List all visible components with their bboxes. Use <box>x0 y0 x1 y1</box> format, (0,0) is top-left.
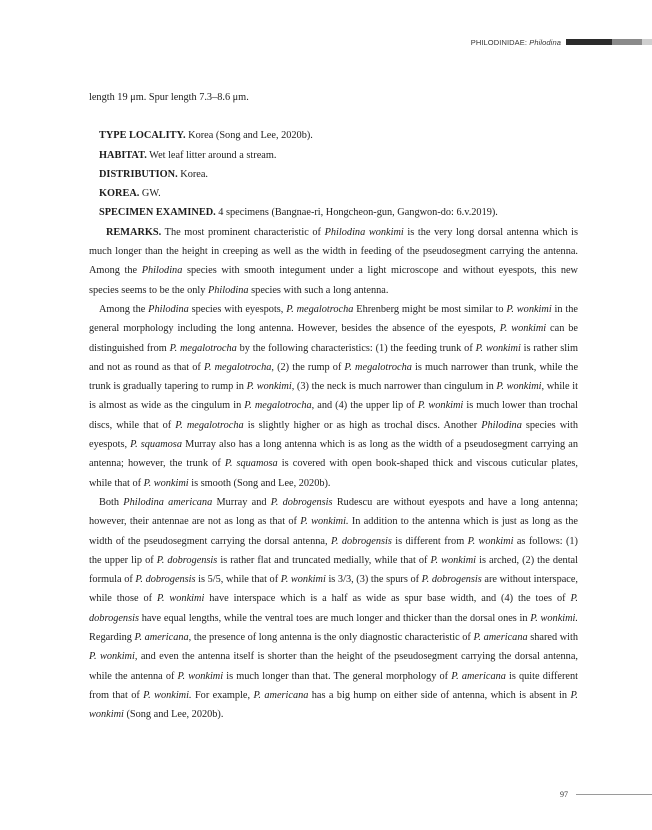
taxon-name: P. wonkimi <box>430 554 477 566</box>
taxon-name: P. megalotrocha <box>203 361 272 373</box>
field-value: GW. <box>141 188 161 200</box>
remarks-p2-text <box>89 304 578 489</box>
remarks-p3-text <box>89 497 578 720</box>
taxon-name: P. wonkimi <box>156 593 205 605</box>
header-bar-mid <box>612 39 642 45</box>
taxon-name: P. dobrogensis <box>421 574 482 586</box>
field-label: DISTRIBUTION. <box>99 168 178 180</box>
field-korea <box>89 184 578 203</box>
text-run: , (2) the rump of <box>271 361 345 373</box>
text-run: have interspace which is a half as wide as spur base width, and (4) the toes of <box>204 593 571 605</box>
text-run: is much narrower than trunk, while the trunk is gradually tapering to rump in <box>89 361 579 393</box>
taxon-name: Philodina americana <box>123 496 213 508</box>
text-run: by the following characteristics: (1) the feeding trunk of <box>236 342 476 354</box>
text-run: is much longer than that. The general morphology of <box>223 670 452 682</box>
text-run: species with eyespots, <box>89 419 578 451</box>
taxon-name: Philodina <box>207 284 249 296</box>
taxon-name: P. dobrogensis <box>135 574 196 586</box>
field-value: Korea. <box>180 168 208 180</box>
text-run: is rather flat and truncated medially, while that of <box>217 554 431 566</box>
remarks-paragraph-3 <box>89 493 578 725</box>
text-run: Regarding <box>89 632 135 644</box>
taxon-name: P. wonkimi <box>280 574 326 586</box>
header-bar-dark <box>566 39 612 45</box>
text-run: species with eyespots, <box>188 303 287 315</box>
taxon-name: P. wonkimi <box>467 535 514 547</box>
page-body <box>89 88 578 725</box>
text-run: is 5/5, while that of <box>195 574 281 586</box>
field-value: Korea (Song and Lee, 2020b). <box>188 130 313 142</box>
text-run: are without interspace, while those of <box>89 574 578 605</box>
text-run: is covered with open book-shaped thick and viscous cuticular plates, while that of <box>89 458 578 489</box>
text-run: is rather slim and not as round as that of <box>89 342 578 373</box>
text-run: In addition to the antenna which is just as long as the width of the pseudosegment carrying the dorsal antenna, <box>89 516 578 547</box>
text-run: is 3/3, (3) the spurs of <box>325 574 422 586</box>
text-run: Both <box>99 496 124 508</box>
taxon-name: P. megalotrocha <box>344 361 412 373</box>
taxon-name: P. wonkimi <box>417 400 464 412</box>
text-run: is quite different from that of <box>89 670 578 701</box>
taxon-name: P. megalotrocha <box>169 342 237 354</box>
taxon-name: Philodina <box>141 265 183 277</box>
remarks-p1-text <box>89 227 578 296</box>
taxon-name: P. wonkimi <box>496 381 542 393</box>
text-run: , and (4) the upper lip of <box>311 400 418 412</box>
taxon-name: P. megalotrocha <box>244 400 312 412</box>
taxon-name: P. wonkimi <box>89 689 578 721</box>
continued-text: length 19 μm. Spur length 7.3–8.6 μm. <box>89 92 249 103</box>
taxon-name: P. squamosa <box>130 439 182 451</box>
text-run: Murray and <box>212 496 271 508</box>
text-run: Murray also has a long antenna which is as long as the width of a pseudosegment carrying an antenna; however, the trunk of <box>89 439 578 470</box>
text-run: is smooth (Song and Lee, 2020b). <box>188 477 331 489</box>
field-label: HABITAT. <box>99 149 147 161</box>
field-label: SPECIMEN EXAMINED. <box>99 207 216 219</box>
header-decorative-bar <box>566 39 652 45</box>
taxon-name: P. megalotrocha <box>286 303 354 315</box>
field-value: Wet leaf litter around a stream. <box>149 149 277 161</box>
text-run: Ehrenberg might be most similar to <box>353 303 507 315</box>
taxon-name: P. dobrogensis <box>156 554 218 566</box>
remarks-label: REMARKS. <box>106 226 162 238</box>
taxon-name: Philodina <box>148 303 189 315</box>
text-run: Rudescu are without eyespots and have a long antenna; however, their antennae are not as long as that of <box>89 496 578 528</box>
running-header-text <box>471 38 561 47</box>
text-run: can be distinguished from <box>89 323 579 354</box>
text-run: species with such a long antenna. <box>248 284 389 296</box>
footer-rule <box>576 794 652 795</box>
text-run: is the very long dorsal antenna which is much longer than the height in creeping as well as the width in feeding of the pseudosegment carrying the antenna. Among the <box>89 226 579 277</box>
taxon-name: P. americana <box>473 632 528 644</box>
header-bar-light <box>642 39 652 45</box>
taxon-name: P. wonkimi <box>499 323 547 335</box>
taxon-name: P. wonkimi <box>246 381 292 393</box>
text-run: as follows: (1) the upper lip of <box>89 535 578 566</box>
taxon-name: P. dobrogensis <box>89 593 578 624</box>
text-run: has a big hump on either side of antenna, which is absent in <box>308 689 571 701</box>
text-run: , and even the antenna itself is shorter than the height of the pseudosegment carrying the dorsal antenna, while the antenna of <box>89 651 578 682</box>
page-number: 97 <box>560 790 568 799</box>
taxon-name: P. wonkimi <box>177 670 224 682</box>
field-specimen-examined <box>89 203 578 222</box>
text-run: in the general morphology including the long antenna. However, besides the absence of the eyespots, <box>89 303 578 335</box>
taxon-name: P. americana <box>253 689 309 701</box>
taxon-name: P. dobrogensis <box>330 535 392 547</box>
field-type-locality <box>89 126 578 145</box>
text-run: , (3) the neck is much narrower than cingulum in <box>291 381 497 393</box>
field-habitat <box>89 146 578 165</box>
taxon-name: P. wonkimi. <box>143 689 192 701</box>
taxon-name: P. americana <box>451 670 506 682</box>
field-value: 4 specimens (Bangnae-ri, Hongcheon-gun, Gangwon-do: 6.v.2019). <box>218 207 498 219</box>
text-run: (Song and Lee, 2020b). <box>123 709 224 721</box>
taxon-name: P. wonkimi. <box>300 516 349 528</box>
taxon-name: P. megalotrocha <box>175 419 244 431</box>
taxon-name: Philodina <box>481 419 522 431</box>
taxon-name: P. wonkimi. <box>530 612 578 624</box>
text-run: is much lower than trochal discs, while that of <box>89 400 578 431</box>
taxon-name: P. wonkimi <box>143 477 189 489</box>
text-run: Among the <box>99 303 149 315</box>
text-run: The most prominent characteristic of <box>164 226 325 238</box>
text-run: is different from <box>391 535 468 547</box>
taxon-name: P. dobrogensis <box>270 496 333 508</box>
text-run: have equal lengths, while the ventral toes are much longer and thicker than the dorsal ones in <box>138 612 531 624</box>
field-label: KOREA. <box>99 188 140 200</box>
text-run: For example, <box>191 689 254 701</box>
taxon-name: P. wonkimi <box>475 342 521 354</box>
taxon-name: P. wonkimi <box>89 651 135 663</box>
remarks-paragraph-2 <box>89 300 578 493</box>
text-run: species with smooth integument under a light microscope and without eyespots, this new species seems to be the only <box>89 265 578 296</box>
text-run: , the presence of long antenna is the only diagnostic characteristic of <box>188 632 474 644</box>
taxon-name: Philodina wonkimi <box>324 226 404 238</box>
taxon-name: P. wonkimi <box>506 303 552 315</box>
running-header <box>471 37 652 47</box>
header-genus: Philodina <box>529 37 561 47</box>
taxon-name: P. squamosa <box>224 458 278 470</box>
text-run: shared with <box>527 632 578 644</box>
text-run: is slightly higher or as high as trochal discs. Another <box>243 419 482 431</box>
remarks-paragraph-1 <box>89 223 578 300</box>
header-family: PHILODINIDAE: <box>470 37 528 47</box>
taxon-name: P. americana <box>134 632 189 644</box>
text-run: is arched, (2) the dental formula of <box>89 554 578 586</box>
text-run: , while it is almost as wide as the cingulum in <box>89 381 578 412</box>
page-footer <box>560 790 652 799</box>
field-distribution <box>89 165 578 184</box>
field-label: TYPE LOCALITY. <box>99 130 186 142</box>
